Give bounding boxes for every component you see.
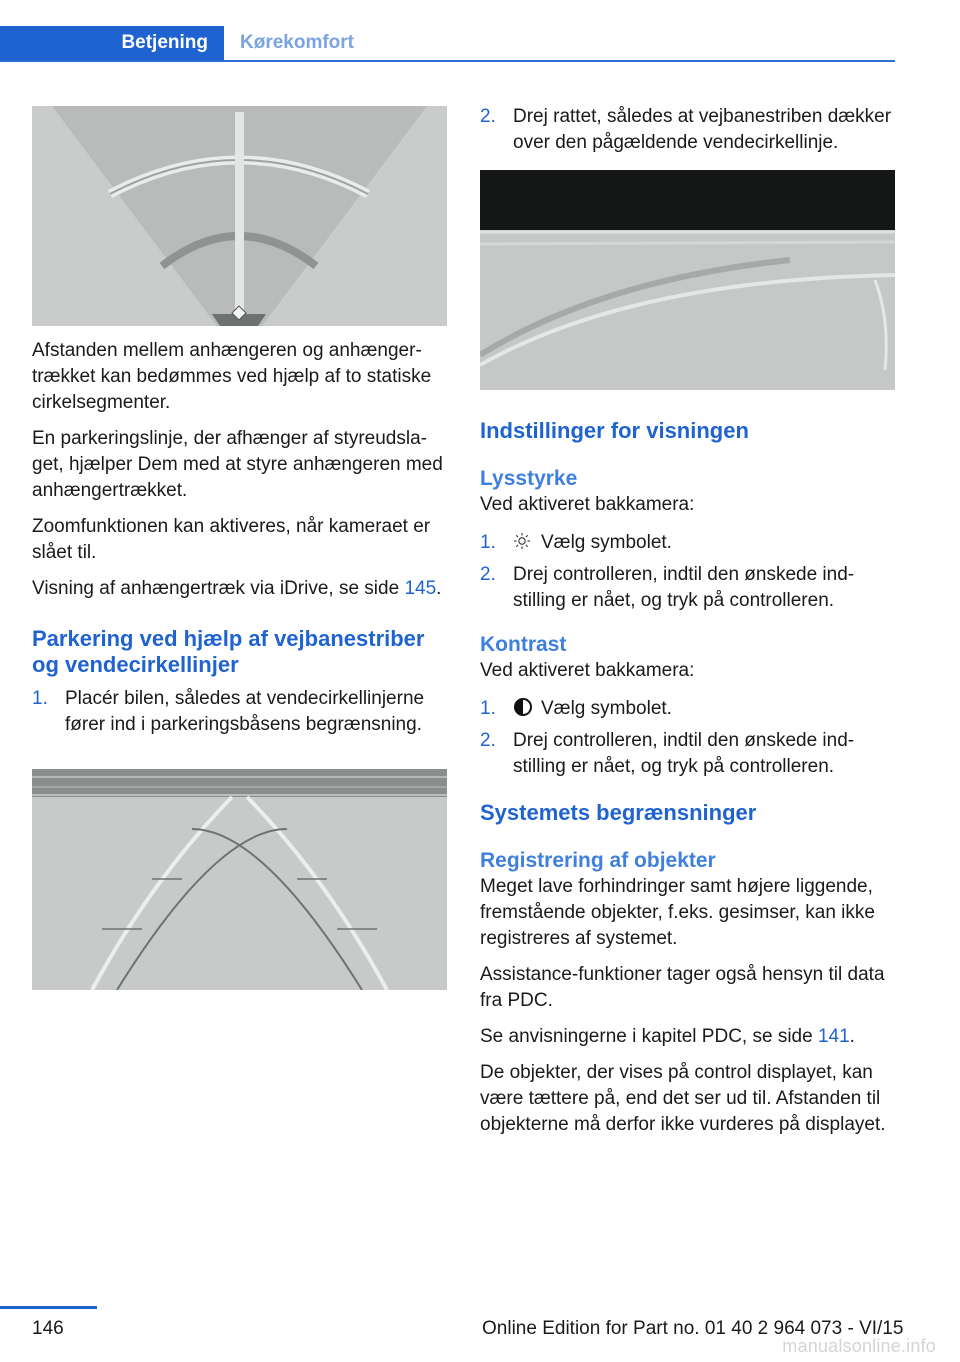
period: . [436,578,442,599]
chapter-tab-bar [0,26,895,62]
zoom-paragraph: Zoomfunktionen kan aktiveres, når kameraet er slået til. [32,516,431,563]
contrast-intro: Ved aktiveret bakkamera: [480,660,695,682]
section-heading-system-limits: Systemets begrænsninger [480,800,757,826]
subheading-object-detection: Registrering af objekter [480,849,716,873]
hitch-camera-image [32,106,447,326]
step-number: 2. [480,106,496,127]
tab-korekomfort[interactable]: Kørekomfort [240,32,355,53]
brightness-step-1 [480,530,895,556]
idrive-view-text: Visning af anhængertræk via iDrive, se side [32,578,405,599]
parking-line-paragraph: En parkeringslinje, der afhænger af styreudslaget, hjælper Dem med at styre anhængeren med anhængertrækket. [32,428,443,501]
step-number: 2. [480,730,496,752]
step-number: 1. [32,688,48,709]
step-text: Vælg symbolet. [541,532,672,554]
subheading-brightness: Lysstyrke [480,467,578,490]
section-heading-parking-lines: Parkering ved hjælp af vejbanestriber og vendecirkellinjer [32,626,425,677]
parking-step-1 [32,686,447,738]
step-number: 2. [480,564,496,586]
objects-paragraph-1: Meget lave forhindringer samt højere liggende, fremstående objekter, f.eks. gesimser, kan ikke registreres af systemet. [480,876,875,950]
lane-stripe-image [480,170,895,390]
step-text: Drej controlleren, indtil den ønskede indstilling er nået, og tryk på controlleren. [513,730,855,778]
brightness-step-2 [480,562,895,614]
objects-paragraph-4: De objekter, der vises på control displayet, kan være tættere på, end det ser ud til. Afstanden til objekterne må derfor ikke vurderes på displayet. [480,1062,886,1136]
idrive-view-paragraph [32,576,447,602]
edition-info: Online Edition for Part no. 01 40 2 964 073 - VI/15 [482,1318,904,1339]
objects-paragraph-2: Assistance-funktioner tager også hensyn til data fra PDC. [480,964,885,1012]
period: . [849,1026,855,1048]
step-number: 1. [480,532,496,553]
page-link-141[interactable]: 141 [817,1026,850,1048]
contrast-icon[interactable] [513,696,537,722]
objects-paragraph-3 [480,1024,895,1050]
hitch-distance-paragraph: Afstanden mellem anhængeren og anhængertrækket kan bedømmes ved hjælp af to statiske cirkelsegmenter. [32,340,432,413]
section-heading-display-settings: Indstillinger for visningen [480,418,749,443]
contrast-step-1 [480,696,895,722]
step-text: Drej rattet, således at vejbanestriben dækker over den pågældende vendecirkellinje. [513,106,892,153]
pdc-note-text: Se anvisningerne i kapitel PDC, se side [480,1026,818,1048]
turning-circle-lines-image [32,769,447,990]
tab-betjening[interactable]: Betjening [0,26,224,60]
step-number: 1. [480,698,496,720]
brightness-intro: Ved aktiveret bakkamera: [480,494,695,515]
footer-accent-line [0,1306,97,1309]
parking-step-2 [480,104,895,156]
subheading-contrast: Kontrast [480,633,567,657]
sun-icon[interactable] [513,530,537,556]
page-number: 146 [32,1318,64,1339]
step-text: Placér bilen, således at vendecirkellinjerne fører ind i parkeringsbåsens begrænsning. [65,688,425,735]
contrast-step-2 [480,728,895,780]
watermark: manualsonline.info [782,1336,936,1356]
step-text: Drej controlleren, indtil den ønskede indstilling er nået, og tryk på controlleren. [513,564,855,612]
step-text: Vælg symbolet. [541,698,672,720]
page-link-145[interactable]: 145 [404,578,437,599]
